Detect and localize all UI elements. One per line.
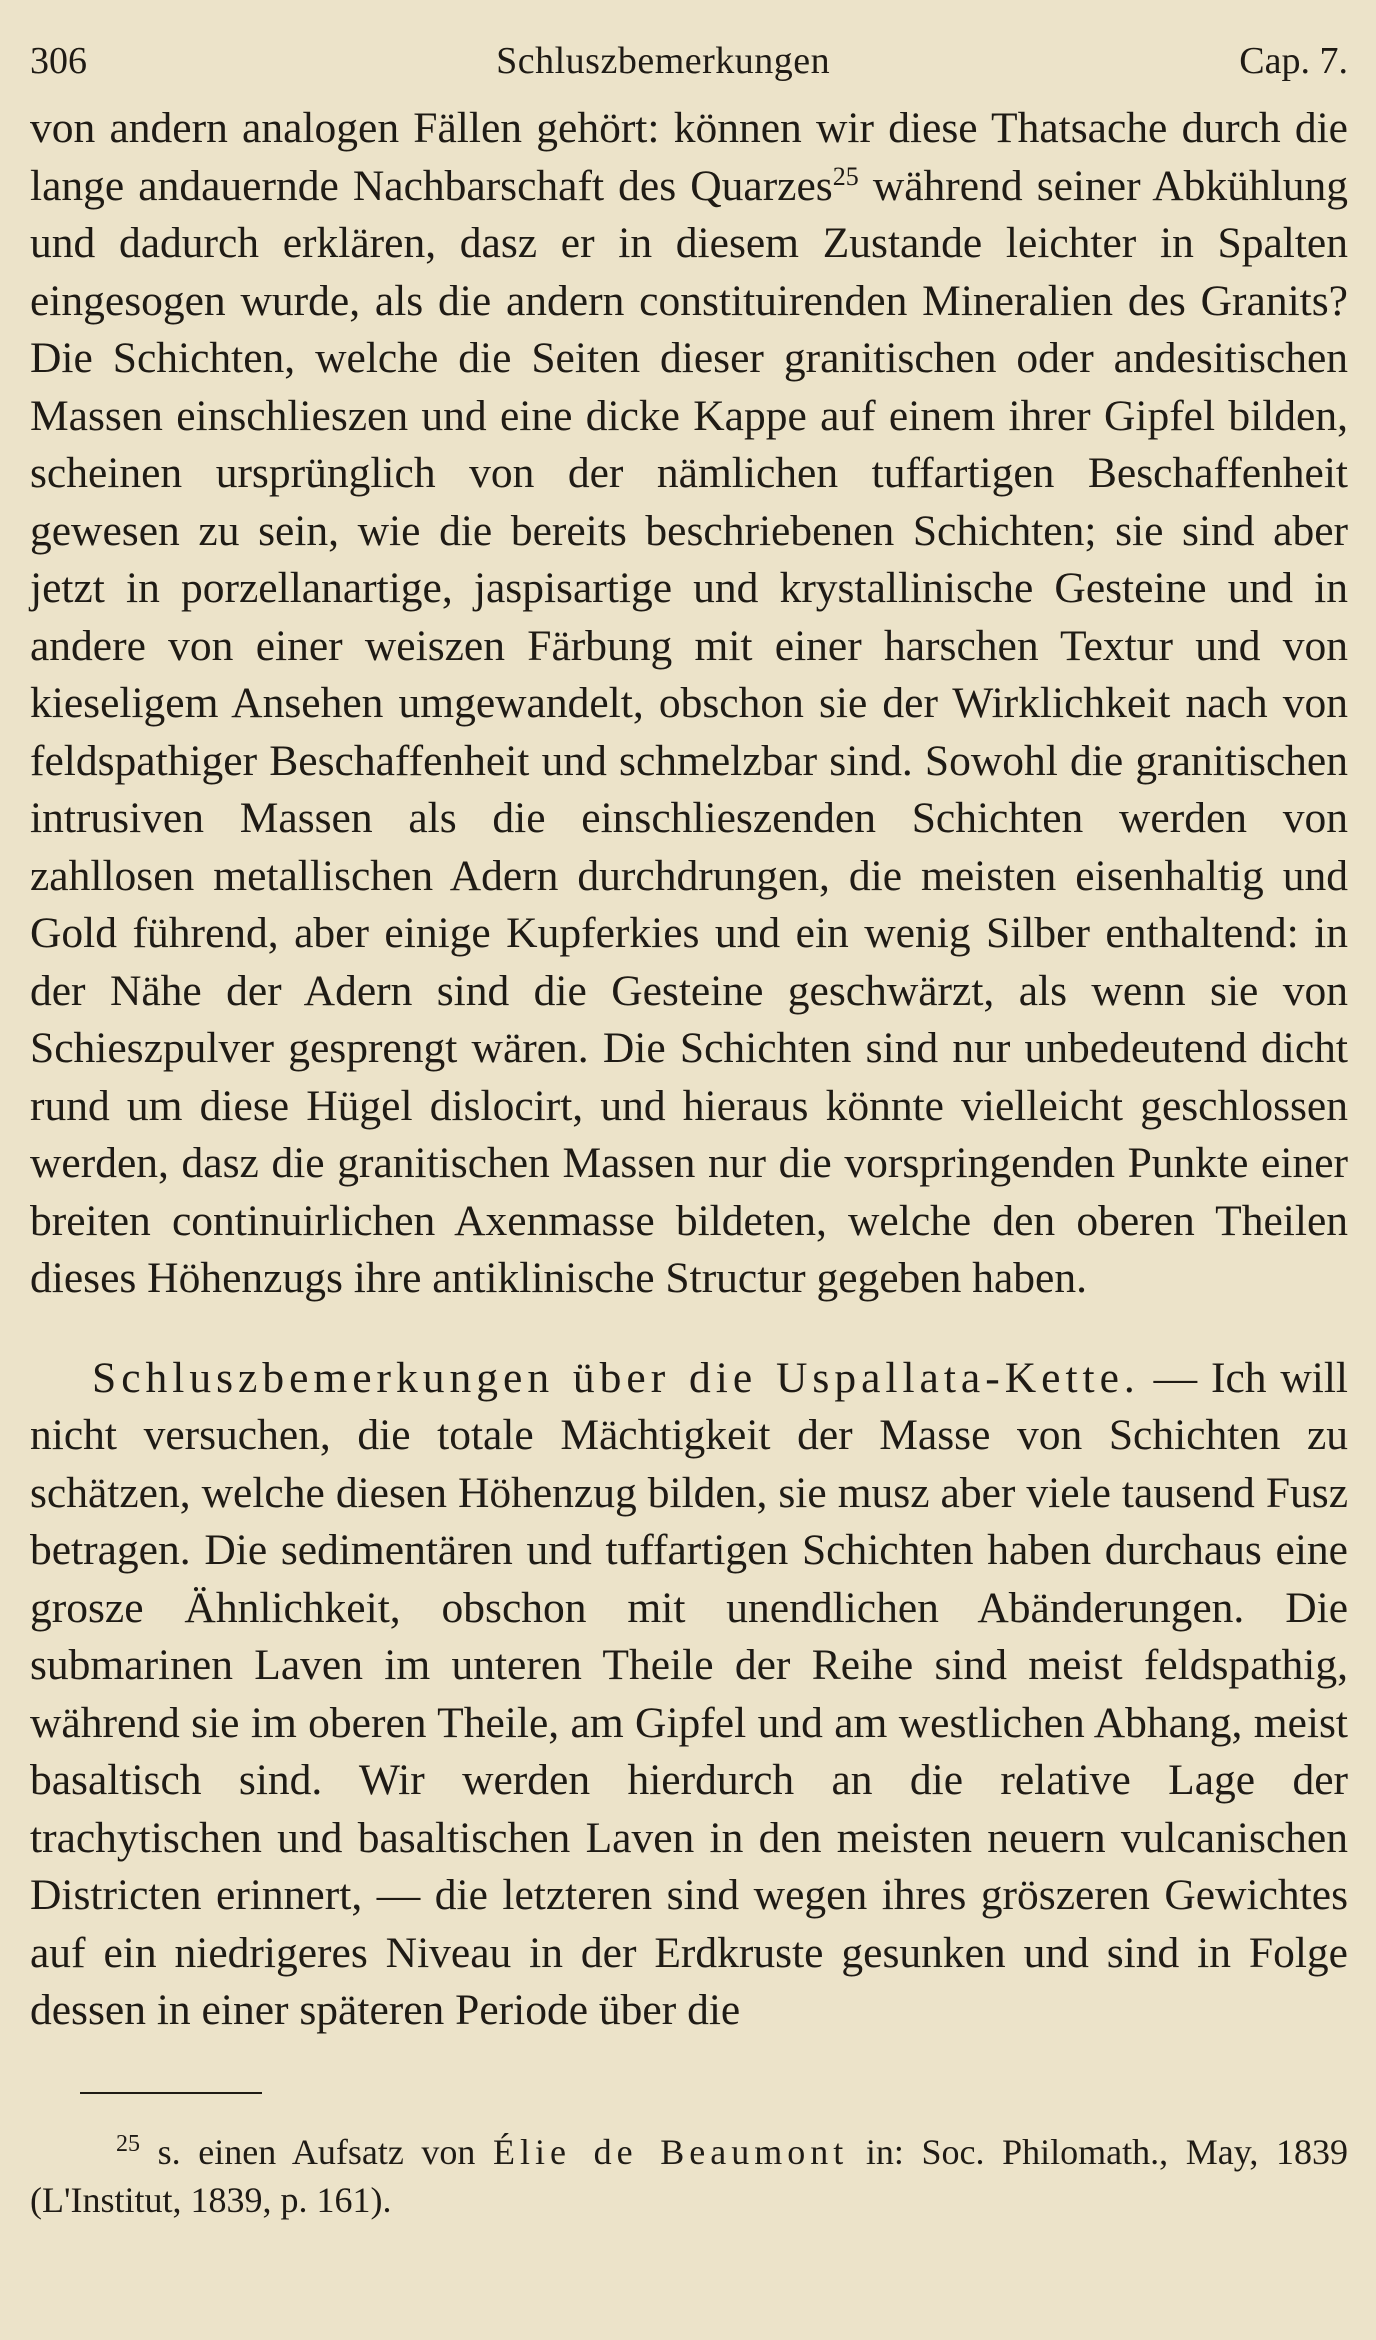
footnote-text-b: in: Soc. Philomath., May, 1839 (L'Institut, 1839, p. 161).	[30, 2131, 1348, 2220]
paragraph-1-text-a: von andern analogen Fällen gehört: können wir diese Thatsache durch die lange andauernde Nachbarschaft des Quarzes	[30, 104, 1348, 210]
footnote-reference: 25	[832, 161, 859, 191]
paragraph-2-text: — Ich will nicht versuchen, die totale Mächtigkeit der Masse von Schichten zu schätzen, welche diesen Höhenzug bilden, sie musz aber viele tausend Fusz betragen. Die sedimentären und tuffartigen Schichten haben durchaus eine grosze Ähnlichkeit, obschon mit unendlichen Abänderungen. Die submarinen Laven im unteren Theile der Reihe sind meist feldspathig, während sie im oberen Theile, am Gipfel und am westlichen Abhang, meist basaltisch sind. Wir werden hierdurch an die relative Lage der trachytischen und basaltischen Laven in den meisten neuern vulcanischen Districten erinnert, — die letzteren sind wegen ihres gröszeren Gewichtes auf ein niedrigeres Niveau in der Erdkruste gesunken und sind in Folge dessen in einer späteren Periode über die	[30, 1353, 1348, 2034]
page-number: 306	[30, 40, 87, 82]
chapter-label: Cap. 7.	[1239, 40, 1348, 82]
paragraph-2	[30, 1350, 1348, 2040]
running-title: Schluszbemerkungen	[496, 40, 831, 82]
section-heading: Schluszbemerkungen über die Uspallata-Kette.	[92, 1353, 1140, 1402]
footnote-author: Élie de Beaumont	[493, 2131, 849, 2172]
paragraph-1	[30, 100, 1348, 1308]
footnote-text-a: s. einen Aufsatz von	[140, 2131, 494, 2172]
paragraph-1-text-b: während seiner Abkühlung und dadurch erklären, dasz er in diesem Zustande leichter in Spalten eingesogen wurde, als die andern constituirenden Mineralien des Granits? Die Schichten, welche die Seiten dieser granitischen oder andesitischen Massen einschlieszen und eine dicke Kappe auf einem ihrer Gipfel bilden, scheinen ursprünglich von der nämlichen tuffartigen Beschaffenheit gewesen zu sein, wie die bereits beschriebenen Schichten; sie sind aber jetzt in porzellanartige, jaspisartige und krystallinische Gesteine und in andere von einer weiszen Färbung mit einer harschen Textur und von kieseligem Ansehen umgewandelt, obschon sie der Wirklichkeit nach von feldspathiger Beschaffenheit und schmelzbar sind. Sowohl die granitischen intrusiven Massen als die einschlieszenden Schichten werden von zahllosen metallischen Adern durchdrungen, die meisten eisenhaltig und Gold führend, aber einige Kupferkies und ein wenig Silber enthaltend: in der Nähe der Adern sind die Gesteine geschwärzt, als wenn sie von Schieszpulver gesprengt wären. Die Schichten sind nur unbedeutend dicht rund um diese Hügel dislocirt, und hieraus könnte vielleicht geschlossen werden, dasz die granitischen Massen nur die vorspringenden Punkte einer breiten continuirlichen Axenmasse bildeten, welche den oberen Theilen dieses Höhenzugs ihre antiklinische Structur gegeben haben.	[30, 161, 1349, 1302]
footnote-divider	[80, 2092, 262, 2094]
page-header	[30, 36, 1348, 86]
footnote	[30, 2128, 1348, 2224]
footnote-marker: 25	[116, 2130, 140, 2157]
